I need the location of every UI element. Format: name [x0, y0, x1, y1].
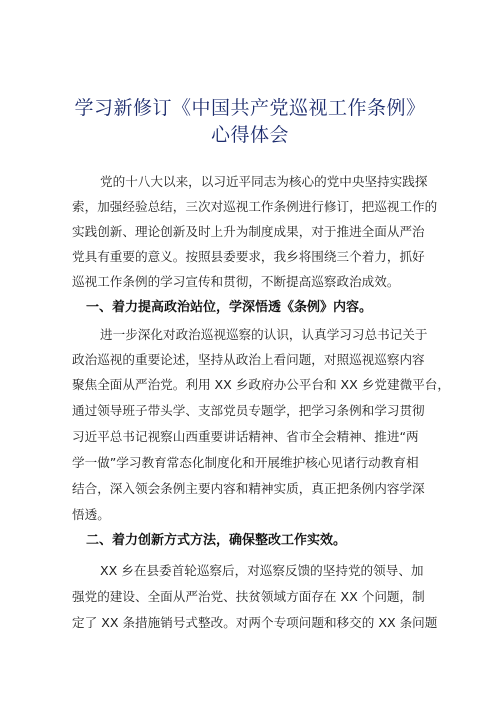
paragraph-line: 聚焦全面从严治党。利用 XX 乡政府办公平台和 XX 乡党建微平台，	[72, 377, 450, 392]
document-title-line-2: 心得体会	[210, 124, 289, 146]
paragraph-line: 党具有重要的意义。按照县委要求，我乡将围绕三个着力，抓好	[72, 249, 425, 264]
paragraph-line: 政治巡视的重要论述，坚持从政治上看问题，对照巡视巡察内容	[72, 352, 425, 367]
paragraph-line: 悟透。	[72, 507, 110, 522]
paragraph-line: 学一做”学习教育常态化制度化和开展维护核心见诸行动教育相	[72, 455, 419, 470]
paragraph-line: 通过领导班子带头学、支部党员专题学，把学习条例和学习贯彻	[72, 403, 425, 418]
paragraph-line: 结合，深入领会条例主要内容和精神实质，真正把条例内容学深	[72, 481, 425, 496]
section-heading-1: 一、着力提高政治站位，学深悟透《条例》内容。	[86, 300, 373, 315]
paragraph-line: 习近平总书记视察山西重要讲话精神、省市全会精神、推进“两	[72, 429, 419, 444]
paragraph-line: 索，加强经验总结，三次对巡视工作条例进行修订，把巡视工作的	[72, 199, 438, 214]
section-heading-2: 二、着力创新方式方法，确保整改工作实效。	[86, 533, 347, 548]
paragraph-line: XX 乡在县委首轮巡察后，对巡察反馈的坚持党的领导、加	[100, 563, 424, 578]
paragraph-line: 强党的建设、全面从严治党、扶贫领域方面存在 XX 个问题，制	[72, 589, 425, 604]
paragraph-line: 巡视工作条例的学习宣传和贯彻，不断提高巡察政治成效。	[72, 274, 400, 289]
document-title-line-1: 学习新修订《中国共产党巡视工作条例》	[74, 97, 426, 119]
paragraph-line: 党的十八大以来，以习近平同志为核心的党中央坚持实践探	[100, 174, 428, 189]
paragraph-line: 进一步深化对政治巡视巡察的认识，认真学习习总书记关于	[100, 327, 428, 342]
paragraph-line: 实践创新、理论创新及时上升为制度成果，对于推进全面从严治	[72, 224, 425, 239]
paragraph-line: 定了 XX 条措施销号式整改。对两个专项问题和移交的 XX 条问题	[72, 615, 438, 630]
